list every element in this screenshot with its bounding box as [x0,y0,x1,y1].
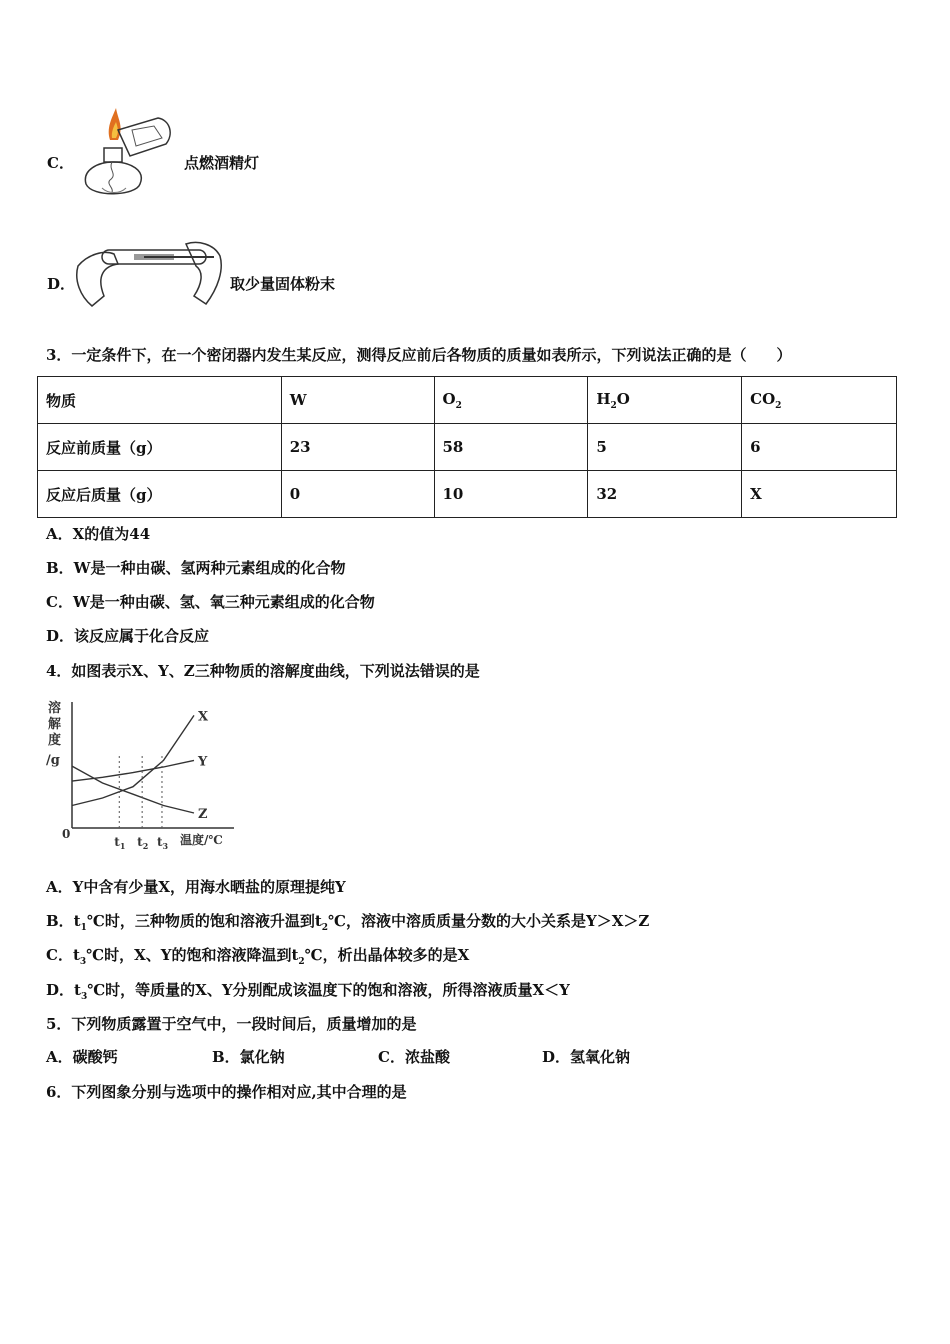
test-tube-illustration [74,236,226,312]
legend-label-y: Y [198,754,208,770]
option-d-letter: D． [47,275,76,293]
q5-stem: 5．下列物质露置于空气中，一段时间后，质量增加的是 [46,1015,417,1033]
q5-option-b: B．氯化钠 [212,1048,285,1066]
table-cell: 0 [281,471,434,518]
q5-option-c: C．浓盐酸 [378,1048,450,1066]
solubility-chart [44,696,244,856]
table-header-cell: $CO_2$ [742,377,897,424]
origin-label: 0 [62,827,71,841]
table-cell: 6 [742,424,897,471]
q4-option-a: A．Y中含有少量X，用海水晒盐的原理提纯Y [46,878,346,896]
table-header-cell: $O_2$ [434,377,588,424]
hand-icon [77,253,118,307]
alcohol-lamp-illustration [78,100,178,212]
q4-option-b: B．$t_1℃$时，三种物质的饱和溶液升温到$t_2℃$，溶液中溶质质量分数的大小关系是Y＞X＞Z [46,912,650,933]
q4-stem: 4．如图表示X、Y、Z三种物质的溶解度曲线，下列说法错误的是 [46,662,480,680]
table-header-cell: 物质 [38,377,282,424]
legend-label-x: X [198,709,209,725]
x-axis-label: 温度/℃ [180,833,223,847]
q4-option-c: C．$t_3℃$时，X、Y的饱和溶液降温到$t_2℃$，析出晶体较多的是X [46,946,470,967]
q3-option-a: A．X的值为44 [46,525,151,543]
table-row-label: 反应前质量（g） [38,424,282,471]
legend-label-z: Z [198,806,208,822]
q3-stem: 3．一定条件下，在一个密闭器内发生某反应，测得反应前后各物质的质量如表所示，下列说法正确的是（ ） [46,346,792,364]
series-line-y [72,760,194,781]
q3-option-b: B．W是一种由碳、氢两种元素组成的化合物 [46,559,346,577]
option-c-letter: C． [47,154,74,172]
mass-table [37,376,897,518]
table-cell: 5 [588,424,742,471]
y-axis-label-char: 度 [48,733,62,748]
x-tick-label: $t_1$ [114,835,126,851]
table-cell: 23 [281,424,434,471]
q3-option-c: C．W是一种由碳、氢、氧三种元素组成的化合物 [46,593,375,611]
table-header-row [38,377,897,424]
table-cell: 32 [588,471,742,518]
table-cell: X [742,471,897,518]
option-d-text: 取少量固体粉末 [230,275,336,293]
table-row-label: 反应后质量（g） [38,471,282,518]
table-header-cell: $H_2O$ [588,377,742,424]
q5-option-d: D．氢氧化钠 [542,1048,631,1066]
option-c-text: 点燃酒精灯 [184,154,260,172]
x-tick-label: $t_3$ [156,835,169,851]
y-axis-label-char: 解 [48,717,62,732]
y-axis-label-char: 溶 [48,701,62,716]
table-cell: 58 [434,424,588,471]
y-axis-label-char: /g [46,753,60,768]
table-header-cell: W [281,377,434,424]
q5-option-a: A．碳酸钙 [46,1048,118,1066]
q4-option-d: D．$t_3℃$时，等质量的X、Y分别配成该温度下的饱和溶液，所得溶液质量X＜Y [46,981,570,1002]
table-row [38,471,897,518]
table-cell: 10 [434,471,588,518]
x-tick-label: $t_2$ [137,835,149,851]
series-line-x [72,715,194,805]
q3-option-d: D．该反应属于化合反应 [46,627,210,645]
table-row [38,424,897,471]
q6-stem: 6．下列图象分别与选项中的操作相对应,其中合理的是 [46,1083,407,1101]
